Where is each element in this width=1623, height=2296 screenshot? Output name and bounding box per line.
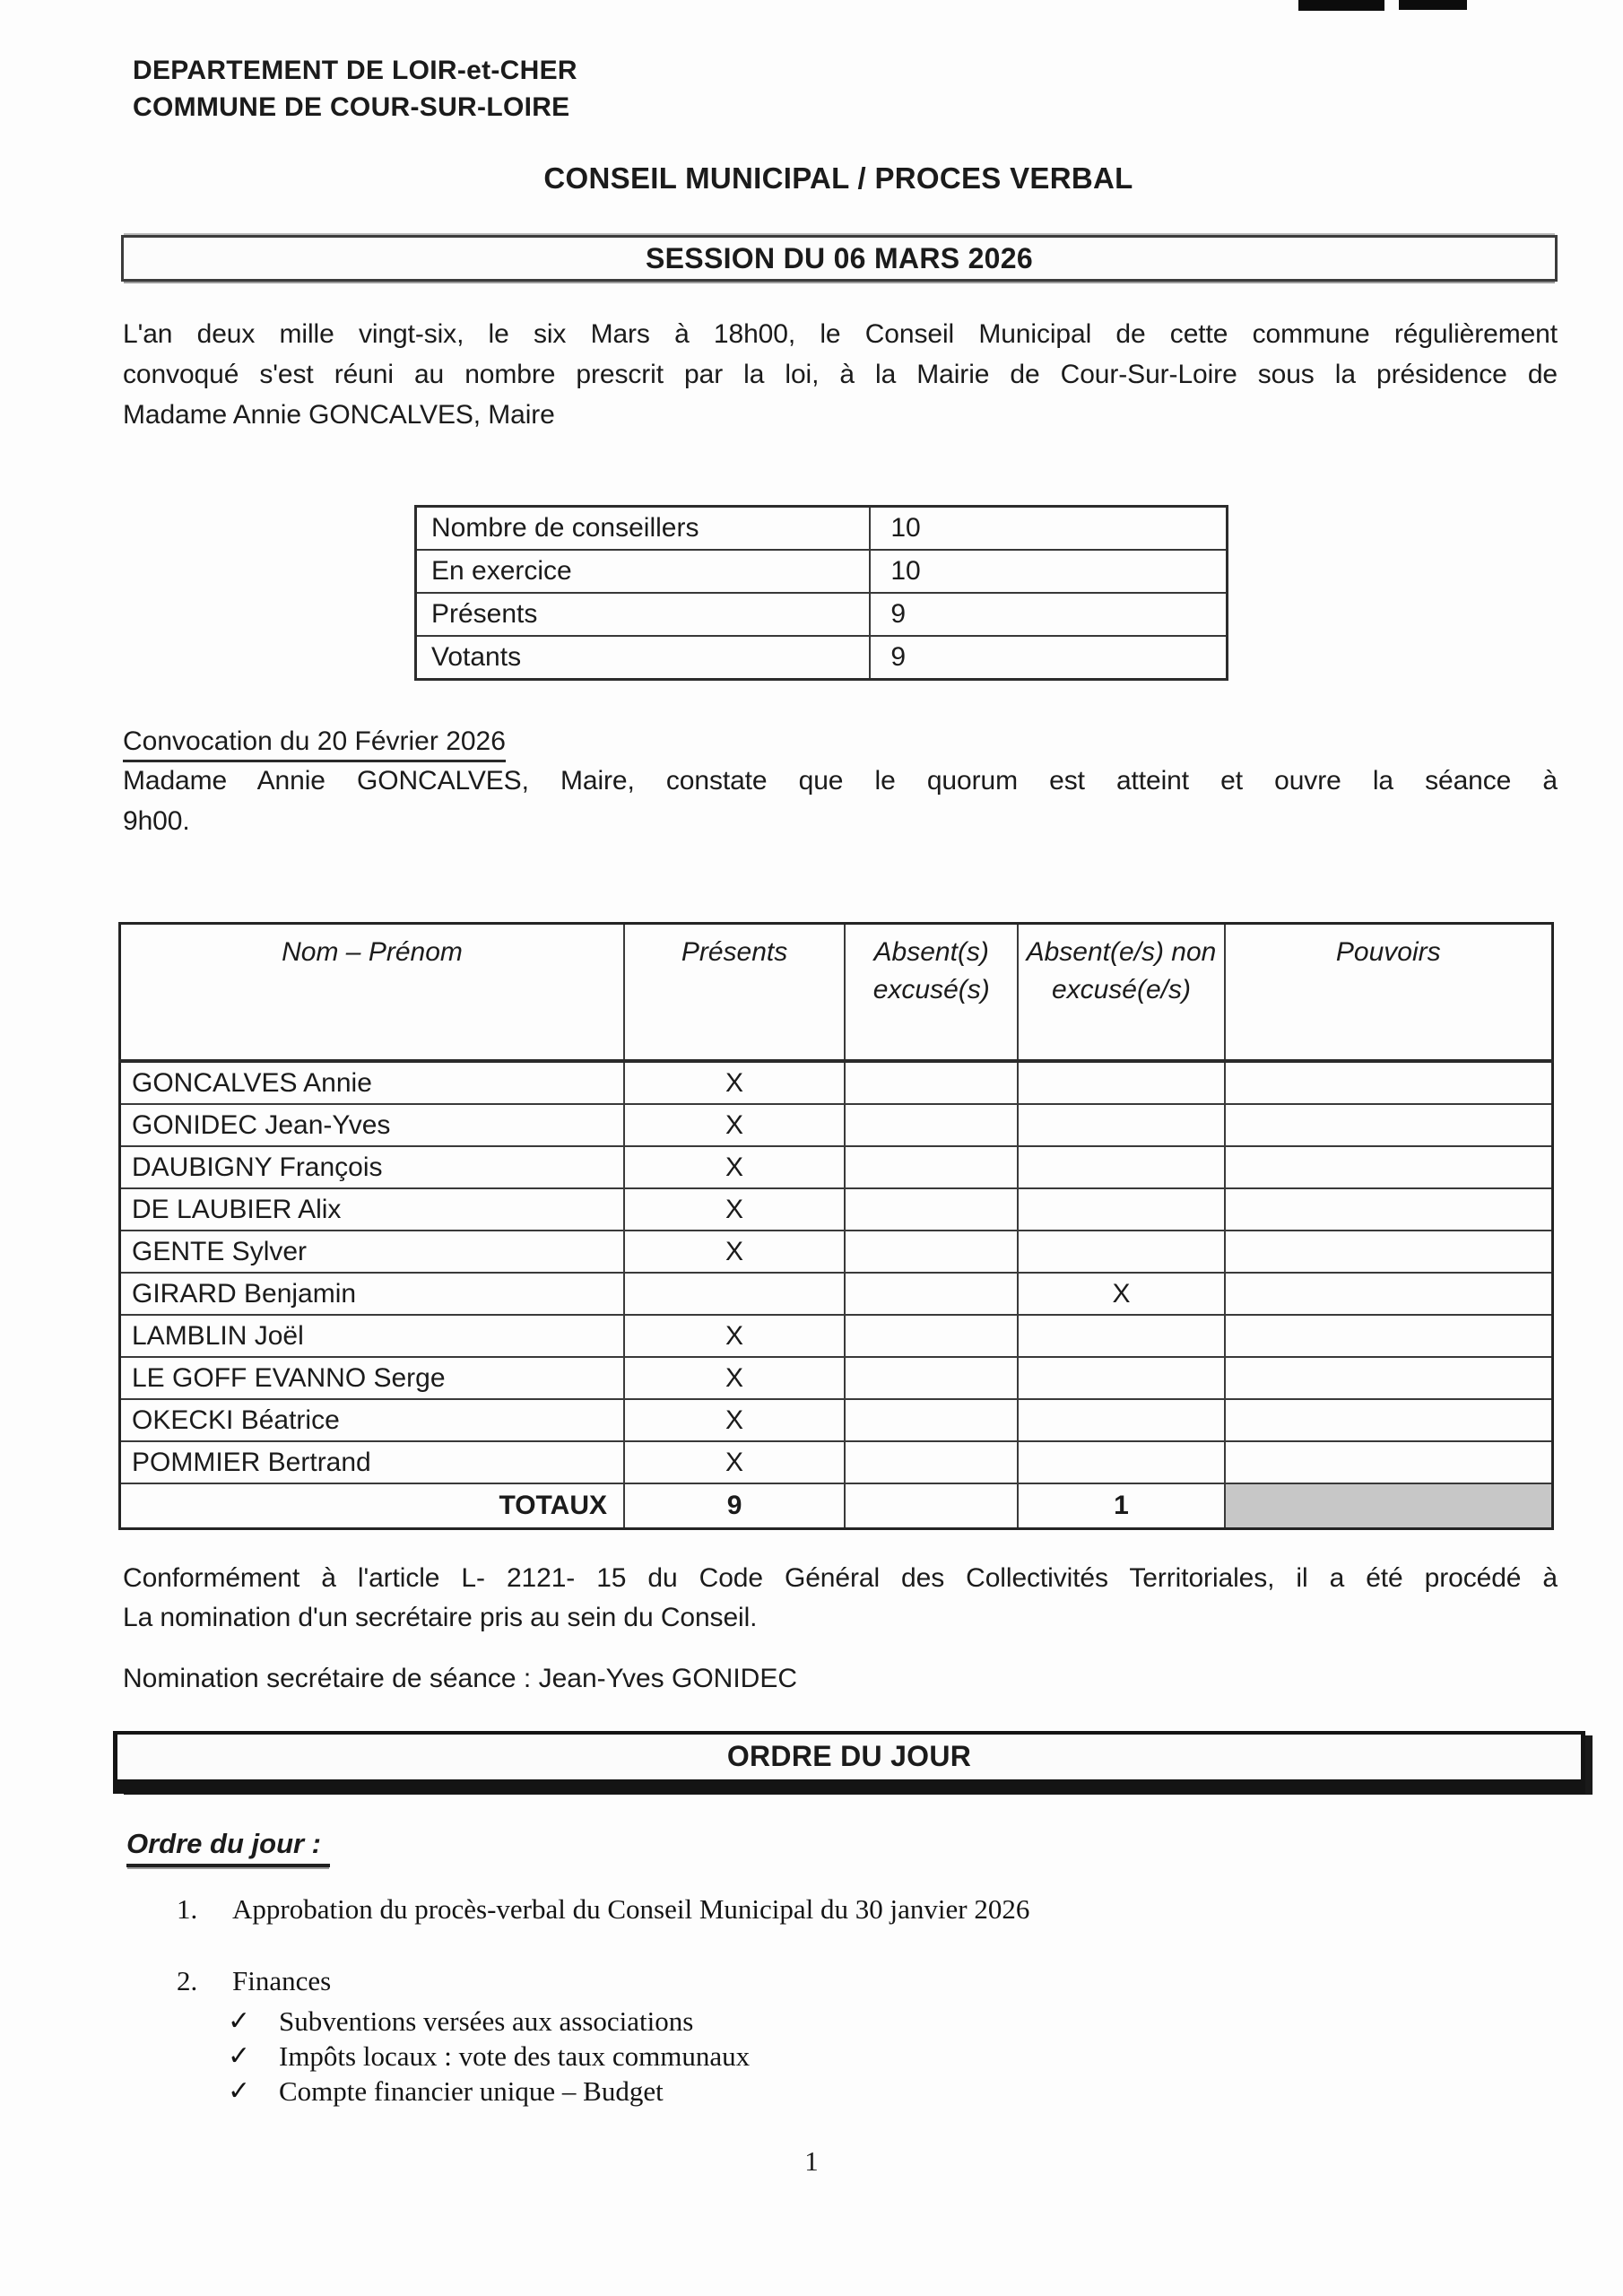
agenda-item-number: 2.	[177, 1965, 198, 1996]
counts-table-body	[416, 507, 1228, 680]
attendance-table-header	[120, 924, 1553, 1062]
count-label: Nombre de conseillers	[416, 507, 871, 551]
member-name: LAMBLIN Joël	[120, 1315, 625, 1357]
count-value: 9	[870, 593, 1227, 636]
member-row	[120, 1188, 1553, 1231]
table-row	[416, 593, 1228, 636]
member-name: GIRARD Benjamin	[120, 1273, 625, 1315]
paragraph-line: 9h00.	[123, 806, 190, 836]
pouvoirs-cell	[1225, 1146, 1553, 1188]
col-header-absent-non-excuse: Absent(e/s) non excusé(e/s)	[1018, 924, 1224, 1062]
document-title: CONSEIL MUNICIPAL / PROCES VERBAL	[543, 161, 1133, 195]
document-header	[133, 52, 577, 126]
agenda-list	[177, 1894, 1477, 2113]
totals-presents: 9	[624, 1483, 845, 1529]
pouvoirs-cell	[1225, 1188, 1553, 1231]
member-row	[120, 1399, 1553, 1441]
member-row	[120, 1357, 1553, 1399]
absent-excuse-mark	[845, 1399, 1018, 1441]
member-name: GONCALVES Annie	[120, 1061, 625, 1104]
agenda-item-1	[177, 1894, 1477, 1924]
absent-non-excuse-mark	[1018, 1231, 1224, 1273]
absent-non-excuse-mark	[1018, 1441, 1224, 1483]
agenda-item-2	[177, 1966, 1477, 1996]
paragraph-line: convoqué s'est réuni au nombre prescrit par la loi, à la Mairie de Cour-Sur-Loire sous la présidence de	[123, 360, 1558, 389]
ordre-du-jour-banner: ORDRE DU JOUR	[113, 1731, 1585, 1794]
member-name: DAUBIGNY François	[120, 1146, 625, 1188]
absent-excuse-mark	[845, 1188, 1018, 1231]
pouvoirs-cell	[1225, 1441, 1553, 1483]
absent-excuse-mark	[845, 1061, 1018, 1104]
quorum-paragraph	[123, 761, 1558, 841]
paragraph-line: Conformément à l'article L- 2121- 15 du Code Général des Collectivités Territoriales, il a été procédé à	[123, 1563, 1558, 1593]
member-row	[120, 1061, 1553, 1104]
presents-mark: X	[624, 1399, 845, 1441]
scan-artifact-bar	[1298, 0, 1384, 11]
presents-mark: X	[624, 1104, 845, 1146]
pouvoirs-cell	[1225, 1231, 1553, 1273]
presents-mark: X	[624, 1146, 845, 1188]
page-number: 1	[804, 2145, 819, 2177]
secretary-paragraph	[123, 1559, 1558, 1638]
agenda-sub-item-text: Impôts locaux : vote des taux communaux	[279, 2040, 751, 2072]
agenda-sub-items	[228, 2005, 1477, 2107]
pouvoirs-cell	[1225, 1104, 1553, 1146]
col-header-pouvoirs: Pouvoirs	[1225, 924, 1553, 1062]
agenda-sub-item	[228, 2075, 1477, 2107]
member-row	[120, 1231, 1553, 1273]
absent-non-excuse-mark	[1018, 1399, 1224, 1441]
agenda-sub-item-text: Subventions versées aux associations	[279, 2005, 694, 2037]
department-line: DEPARTEMENT DE LOIR-et-CHER	[133, 56, 577, 85]
table-row	[416, 636, 1228, 680]
absent-non-excuse-mark	[1018, 1357, 1224, 1399]
col-header-absent-excuse: Absent(s) excusé(s)	[845, 924, 1018, 1062]
session-banner: SESSION DU 06 MARS 2026	[121, 235, 1558, 282]
pouvoirs-cell	[1225, 1399, 1553, 1441]
check-icon: ✓	[228, 2041, 251, 2071]
totals-pouvoirs-shaded-cell	[1225, 1483, 1553, 1529]
commune-line: COMMUNE DE COUR-SUR-LOIRE	[133, 92, 570, 122]
nomination-line: Nomination secrétaire de séance : Jean-Yves GONIDEC	[123, 1664, 798, 1693]
member-row	[120, 1104, 1553, 1146]
counts-table	[414, 505, 1228, 681]
paragraph-line: La nomination d'un secrétaire pris au sein du Conseil.	[123, 1603, 758, 1632]
absent-excuse-mark	[845, 1231, 1018, 1273]
agenda-item-text: Approbation du procès-verbal du Conseil Municipal du 30 janvier 2026	[232, 1893, 1030, 1925]
member-name: POMMIER Bertrand	[120, 1441, 625, 1483]
paragraph-line: Madame Annie GONCALVES, Maire	[123, 400, 555, 430]
member-name: DE LAUBIER Alix	[120, 1188, 625, 1231]
paragraph-line: Madame Annie GONCALVES, Maire, constate que le quorum est atteint et ouvre la séance à	[123, 766, 1558, 796]
presents-mark: X	[624, 1315, 845, 1357]
absent-excuse-mark	[845, 1146, 1018, 1188]
attendance-table	[118, 922, 1554, 1530]
check-icon: ✓	[228, 2076, 251, 2106]
count-label: Votants	[416, 636, 871, 680]
absent-excuse-mark	[845, 1357, 1018, 1399]
count-value: 9	[870, 636, 1227, 680]
member-name: LE GOFF EVANNO Serge	[120, 1357, 625, 1399]
member-name: GONIDEC Jean-Yves	[120, 1104, 625, 1146]
convocation-heading: Convocation du 20 Février 2026	[123, 726, 506, 762]
attendance-table-body	[120, 1061, 1553, 1483]
absent-excuse-mark	[845, 1273, 1018, 1315]
scan-artifact-bar	[1399, 0, 1467, 10]
presents-mark	[624, 1273, 845, 1315]
absent-excuse-mark	[845, 1104, 1018, 1146]
presents-mark: X	[624, 1357, 845, 1399]
count-value: 10	[870, 507, 1227, 551]
intro-paragraph	[123, 314, 1558, 435]
absent-excuse-mark	[845, 1441, 1018, 1483]
agenda-sub-item	[228, 2040, 1477, 2072]
count-label: Présents	[416, 593, 871, 636]
totals-label: TOTAUX	[120, 1483, 625, 1529]
absent-non-excuse-mark	[1018, 1188, 1224, 1231]
agenda-sub-item-text: Compte financier unique – Budget	[279, 2075, 664, 2107]
totals-absent-non-excuse: 1	[1018, 1483, 1224, 1529]
col-header-nom-prenom: Nom – Prénom	[120, 924, 625, 1062]
pouvoirs-cell	[1225, 1061, 1553, 1104]
absent-non-excuse-mark	[1018, 1104, 1224, 1146]
count-label: En exercice	[416, 550, 871, 593]
absent-non-excuse-mark	[1018, 1315, 1224, 1357]
paragraph-line: L'an deux mille vingt-six, le six Mars à 18h00, le Conseil Municipal de cette commune régulièrement	[123, 319, 1558, 349]
absent-excuse-mark	[845, 1315, 1018, 1357]
pouvoirs-cell	[1225, 1273, 1553, 1315]
absent-non-excuse-mark: X	[1018, 1273, 1224, 1315]
absent-non-excuse-mark	[1018, 1061, 1224, 1104]
absent-non-excuse-mark	[1018, 1146, 1224, 1188]
presents-mark: X	[624, 1231, 845, 1273]
table-row	[416, 507, 1228, 551]
table-row	[416, 550, 1228, 593]
member-row	[120, 1146, 1553, 1188]
presents-mark: X	[624, 1061, 845, 1104]
member-name: GENTE Sylver	[120, 1231, 625, 1273]
totals-absent-excuse	[845, 1483, 1018, 1529]
check-icon: ✓	[228, 2006, 251, 2036]
agenda-item-text: Finances	[232, 1965, 332, 1996]
agenda-heading: Ordre du jour :	[126, 1828, 330, 1867]
member-row	[120, 1315, 1553, 1357]
pouvoirs-cell	[1225, 1357, 1553, 1399]
totals-row	[120, 1483, 1553, 1529]
presents-mark: X	[624, 1188, 845, 1231]
member-row	[120, 1441, 1553, 1483]
member-row	[120, 1273, 1553, 1315]
col-header-presents: Présents	[624, 924, 845, 1062]
count-value: 10	[870, 550, 1227, 593]
member-name: OKECKI Béatrice	[120, 1399, 625, 1441]
agenda-item-number: 1.	[177, 1893, 198, 1925]
pouvoirs-cell	[1225, 1315, 1553, 1357]
agenda-sub-item	[228, 2005, 1477, 2037]
presents-mark: X	[624, 1441, 845, 1483]
header-row	[120, 924, 1553, 1062]
